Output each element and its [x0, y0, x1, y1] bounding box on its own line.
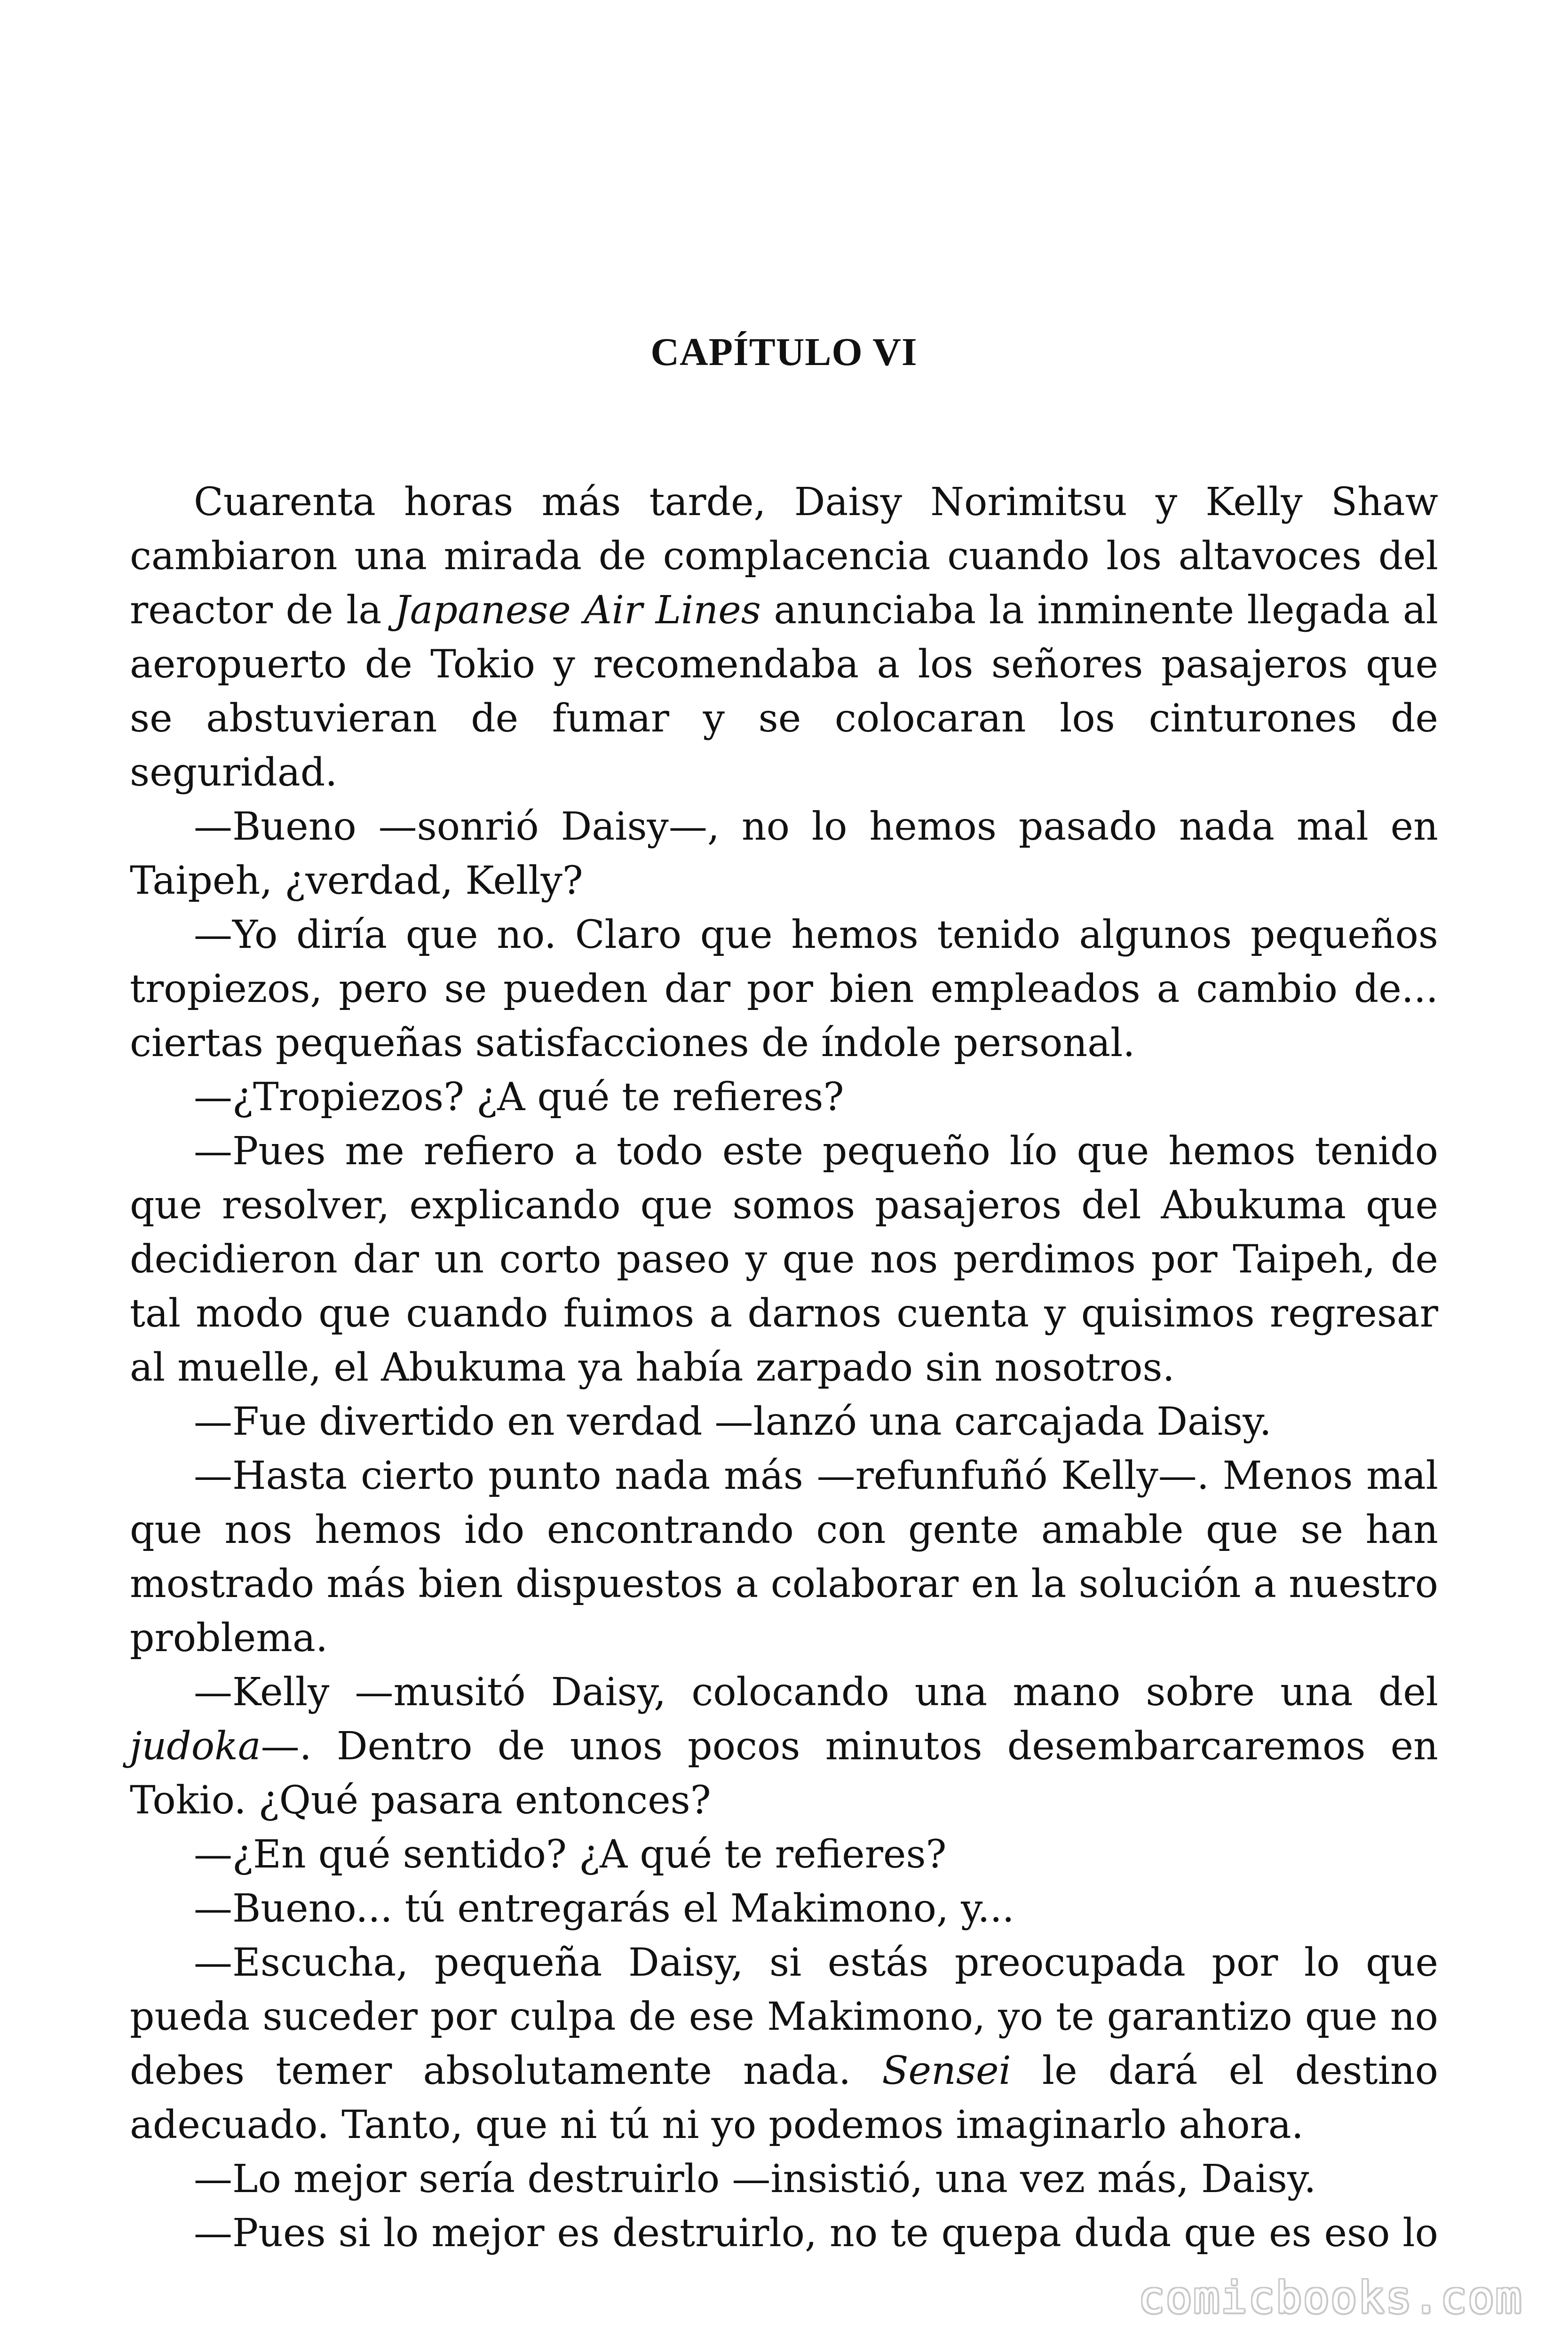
- paragraph-text: —. Dentro de unos pocos minutos desembarcaremos en Tokio. ¿Qué pasara entonces?: [130, 1724, 1438, 1823]
- paragraph: [130, 1395, 1438, 1449]
- paragraph-text: —Bueno —sonrió Daisy—, no lo hemos pasado nada mal en Taipeh, ¿verdad, Kelly?: [130, 804, 1438, 903]
- paragraph-text: —Pues si lo mejor es destruirlo, no te quepa duda que es eso lo: [194, 2211, 1438, 2256]
- chapter-body-text: [130, 475, 1438, 2260]
- paragraph: [130, 1828, 1438, 1882]
- paragraph-text: —Bueno... tú entregarás el Makimono, y...: [194, 1886, 1014, 1931]
- paragraph-text: —Yo diría que no. Claro que hemos tenido algunos pequeños tropiezos, pero se pueden dar por bien empleados a cambio de... ciertas pequeñas satisfacciones de índole personal.: [130, 913, 1438, 1065]
- paragraph: [130, 800, 1438, 908]
- italic-text: Sensei: [882, 2049, 1011, 2093]
- paragraph: [130, 1665, 1438, 1828]
- paragraph: [130, 2206, 1438, 2260]
- paragraph: [130, 475, 1438, 800]
- paragraph-text: anunciaba la inminente llegada al aeropuerto de Tokio y recomendaba a los señores pasajeros que se abstuvieran de fumar y se colocaran los cinturones de seguridad.: [130, 588, 1438, 795]
- paragraph: [130, 908, 1438, 1070]
- paragraph-text: —Escucha, pequeña Daisy, si estás preocupada por lo que pueda suceder por culpa de ese Makimono, yo te garantizo que no debes temer absolutamente nada.: [130, 1940, 1438, 2093]
- paragraph-text: —Fue divertido en verdad —lanzó una carcajada Daisy.: [194, 1399, 1272, 1444]
- site-watermark: comicbooks.com: [1138, 2273, 1523, 2323]
- italic-text: judoka: [130, 1724, 261, 1769]
- paragraph: [130, 1882, 1438, 1936]
- paragraph: [130, 1936, 1438, 2152]
- paragraph: [130, 2152, 1438, 2206]
- paragraph-text: —Hasta cierto punto nada más —refunfuñó Kelly—. Menos mal que nos hemos ido encontrando con gente amable que se han mostrado más bien dispuestos a colaborar en la solución a nuestro problema.: [130, 1454, 1438, 1661]
- italic-text: Japanese Air Lines: [394, 588, 761, 633]
- paragraph-text: —¿Tropiezos? ¿A qué te refieres?: [194, 1075, 844, 1120]
- chapter-title: CAPÍTULO VI: [650, 330, 918, 374]
- paragraph-text: —Lo mejor sería destruirlo —insistió, una vez más, Daisy.: [194, 2157, 1316, 2201]
- paragraph-text: —Pues me refiero a todo este pequeño lío que hemos tenido que resolver, explicando que somos pasajeros del Abukuma que decidieron dar un corto paseo y que nos perdimos por Taipeh, de tal modo que cuando fuimos a darnos cuenta y quisimos regresar al muelle, el Abukuma ya había zarpado sin nosotros.: [130, 1129, 1438, 1390]
- paragraph: [130, 1124, 1438, 1395]
- paragraph-text: le dará el destino adecuado. Tanto, que ni tú ni yo podemos imaginarlo ahora.: [130, 2049, 1438, 2147]
- paragraph: [130, 1070, 1438, 1124]
- paragraph: [130, 1449, 1438, 1665]
- paragraph-text: —Kelly —musitó Daisy, colocando una mano sobre una del: [194, 1670, 1438, 1715]
- paragraph-text: —¿En qué sentido? ¿A qué te refieres?: [194, 1832, 947, 1877]
- paragraph-text: Cuarenta horas más tarde, Daisy Norimitsu y Kelly Shaw cambiaron una mirada de complacencia cuando los altavoces del reactor de la: [130, 480, 1438, 633]
